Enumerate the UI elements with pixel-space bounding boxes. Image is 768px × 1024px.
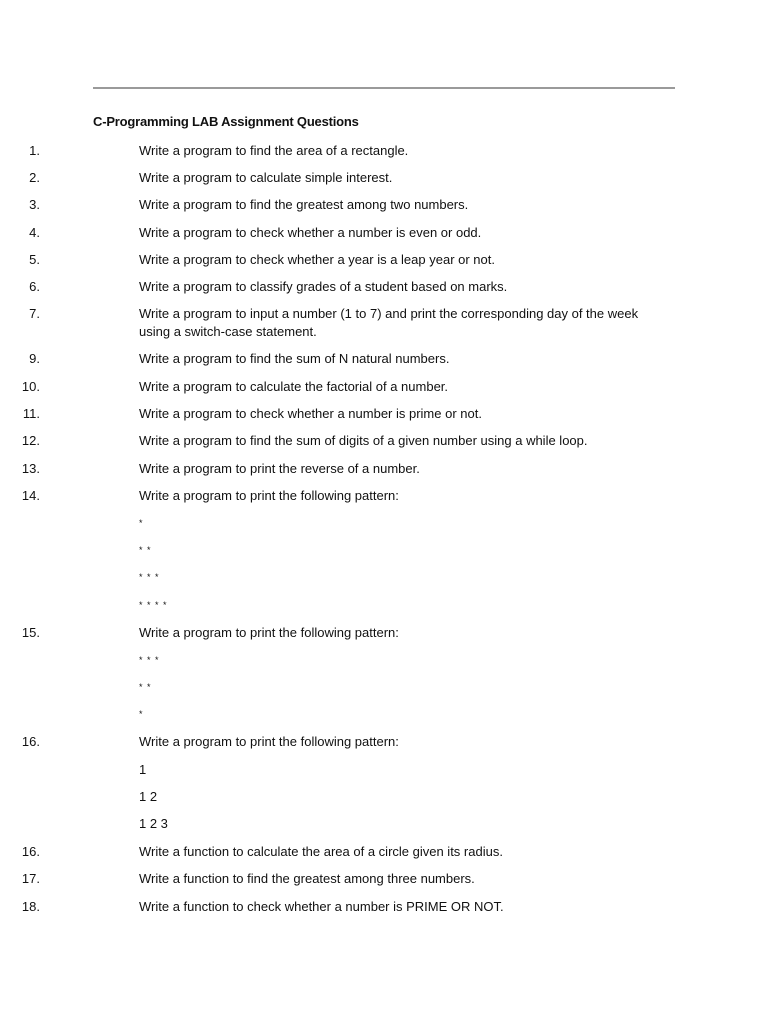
header-rule xyxy=(93,87,675,89)
question-number: 1. xyxy=(29,143,40,158)
question-number: 18. xyxy=(21,899,40,914)
question-text: Write a function to find the greatest among three numbers. xyxy=(139,871,475,886)
question-number: 11. xyxy=(22,406,40,421)
pattern-line: * * * * xyxy=(139,600,168,610)
question-text: Write a program to find the area of a rectangle. xyxy=(139,143,409,158)
question-text: Write a program to classify grades of a student based on marks. xyxy=(139,279,508,294)
question-number: 4. xyxy=(29,225,40,240)
question-number: 13. xyxy=(21,461,40,476)
question-text: Write a program to calculate the factorial of a number. xyxy=(139,379,449,394)
pattern-line: * xyxy=(139,518,144,528)
question-text: Write a program to find the sum of N natural numbers. xyxy=(139,351,450,366)
question-text: Write a program to print the following pattern: xyxy=(139,625,399,640)
question-number: 2. xyxy=(29,170,40,185)
question-text: Write a program to print the following pattern: xyxy=(139,734,399,749)
question-text: Write a program to find the greatest among two numbers. xyxy=(139,197,469,212)
pattern-line: * xyxy=(139,709,144,719)
question-number: 9. xyxy=(29,351,40,366)
question-text: Write a program to check whether a year is a leap year or not. xyxy=(139,252,495,267)
question-text: Write a program to input a number (1 to 7) and print the corresponding day of the week using a switch-case statement. xyxy=(139,306,639,339)
pattern-line: 1 xyxy=(139,762,147,777)
question-number: 3. xyxy=(29,197,40,212)
question-number: 5. xyxy=(29,252,40,267)
pattern-line: * * xyxy=(139,682,152,692)
question-number: 16. xyxy=(21,734,40,749)
question-number: 6. xyxy=(29,279,40,294)
question-text: Write a function to calculate the area of a circle given its radius. xyxy=(139,844,503,859)
question-number: 12. xyxy=(21,433,40,448)
question-number: 10. xyxy=(21,379,40,394)
question-number: 15. xyxy=(21,625,40,640)
question-number: 7. xyxy=(29,306,40,321)
question-number: 17. xyxy=(21,871,40,886)
document-title: C-Programming LAB Assignment Questions xyxy=(93,114,359,129)
question-text: Write a program to calculate simple interest. xyxy=(139,170,393,185)
pattern-line: * * * xyxy=(139,655,160,665)
question-text: Write a program to print the reverse of a number. xyxy=(139,461,420,476)
question-text: Write a program to check whether a number is prime or not. xyxy=(139,406,482,421)
question-text: Write a program to print the following pattern: xyxy=(139,488,399,503)
question-text: Write a program to find the sum of digits of a given number using a while loop. xyxy=(139,433,588,448)
question-text: Write a program to check whether a number is even or odd. xyxy=(139,225,482,240)
question-number: 16. xyxy=(21,844,40,859)
pattern-line: * * xyxy=(139,545,152,555)
pattern-line: 1 2 xyxy=(139,789,158,804)
pattern-line: 1 2 3 xyxy=(139,816,168,831)
pattern-line: * * * xyxy=(139,572,160,582)
question-text: Write a function to check whether a number is PRIME OR NOT. xyxy=(139,899,504,914)
question-number: 14. xyxy=(21,488,40,503)
